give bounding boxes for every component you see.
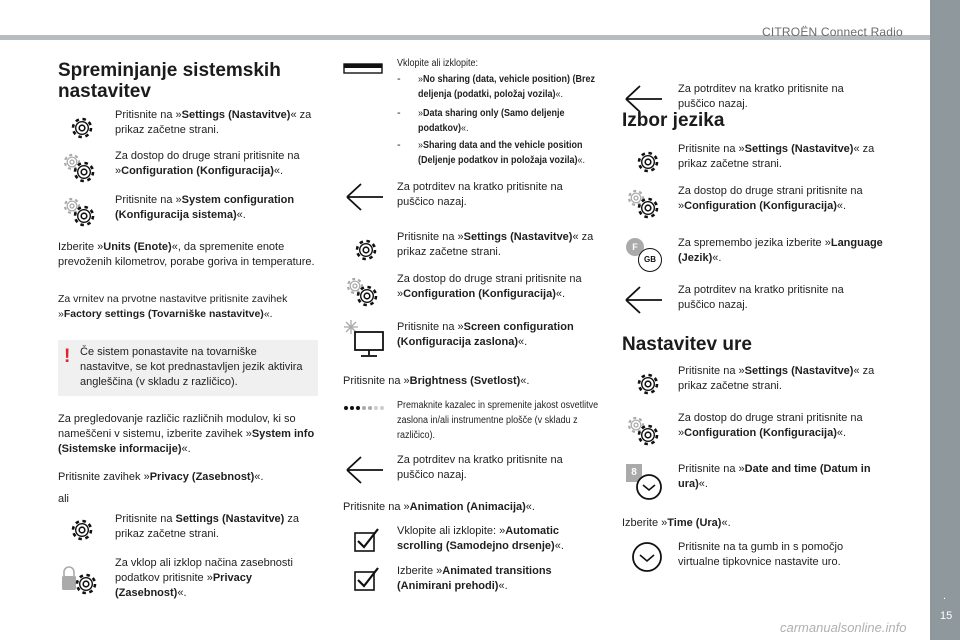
settings-gear-icon [62,514,102,546]
option-dash: - [397,107,401,119]
clock-icon [634,472,664,502]
warning-icon: ! [64,346,71,367]
system-info-paragraph: Za pregledovanje različic različnih modulov, ki so nameščeni v sistemu, izberite zavihek »System info (Sistemske informacije)«. [58,413,315,455]
configuration-gears-icon [341,274,385,310]
settings-gear-icon [628,146,668,178]
brightness-slider-text: Premaknite kazalec in spremenite jakost osvetlitve zaslona in/ali instrumentne plošče (v skladu z različico). [397,400,599,441]
step-time-keyboard: Pritisnite na ta gumb in s pomočjo virtualne tipkovnice nastavite uro. [678,541,844,568]
settings-gear-icon [62,112,102,144]
option-dash: - [397,73,401,85]
date-time-icon [624,462,668,502]
step-settings: Pritisnite na »Settings (Nastavitve)« za prikaz začetne strani. [115,109,312,136]
section-title-language: Izbor jezika [622,110,725,131]
automatic-scrolling-option: Vklopite ali izklopite: »Automatic scrolling (Samodejno drsenje)«. [397,525,564,552]
back-confirm-text: Za potrditev na kratko pritisnite na puščico nazaj. [397,454,563,481]
step-settings: Pritisnite na »Settings (Nastavitve)« za prikaz začetne strani. [678,143,875,170]
animation-paragraph: Pritisnite na »Animation (Animacija)«. [343,501,535,513]
step-settings: Pritisnite na »Settings (Nastavitve)« za prikaz začetne strani. [678,365,875,392]
section-title-system-settings: Spreminjanje sistemskih nastavitev [58,60,281,102]
watermark: carmanualsonline.info [780,620,907,635]
warning-note-text: Če sistem ponastavite na tovarniške nastavitve, se kot prednastavljen jezik aktivira angleščina (v skladu z različico). [80,346,303,388]
units-paragraph: Izberite »Units (Enote)«, da spremenite enote prevoženih kilometrov, porabe goriva in temperature. [58,241,315,268]
side-bar [930,0,960,640]
privacy-paragraph: Pritisnite zavihek »Privacy (Zasebnost)«. [58,471,264,483]
page-dot: . [943,590,947,602]
back-confirm-text: Za potrditev na kratko pritisnite na puščico nazaj. [678,284,844,311]
step-language: Za spremembo jezika izberite »Language (Jezik)«. [678,237,883,264]
step-configuration: Za dostop do druge strani pritisnite na »Configuration (Konfiguracija)«. [678,412,863,439]
step-settings-privacy: Pritisnite na Settings (Nastavitve) za prikaz začetne strani. [115,513,300,540]
back-arrow-icon [622,285,666,315]
language-f-badge: F [626,238,644,256]
page-number: 15 [940,610,953,622]
back-arrow-icon [343,455,387,485]
step-screen-configuration: Pritisnite na »Screen configuration (Konfiguracija zaslona)«. [397,321,574,348]
option-no-sharing: »No sharing (data, vehicle position) (Brez deljenja (podatki, položaj vozila)«. [418,74,596,100]
step-configuration: Za dostop do druge strani pritisnite na »Configuration (Konfiguracija)«. [397,273,582,300]
animated-transitions-option: Izberite »Animated transitions (Animirani prehodi)«. [397,565,552,592]
language-flags-icon [624,236,668,272]
step-system-configuration: Pritisnite na »System configuration (Konfiguracija sistema)«. [115,194,295,221]
back-arrow-icon [343,182,387,212]
step-configuration: Za dostop do druge strani pritisnite na »Configuration (Konfiguracija)«. [678,185,863,212]
back-confirm-text: Za potrditev na kratko pritisnite na puščico nazaj. [397,181,563,208]
back-confirm-text: Za potrditev na kratko pritisnite na puščico nazaj. [678,83,844,110]
calendar-icon: 8 [626,464,642,482]
brightness-slider-icon [341,403,387,413]
language-gb-badge: GB [638,248,662,272]
settings-gear-icon [346,234,386,266]
time-button-icon [630,540,664,574]
configuration-gears-icon [622,186,666,222]
privacy-lock-icon [58,560,102,600]
configuration-gears-icon [58,194,102,230]
configuration-gears-icon [58,150,102,186]
factory-settings-paragraph: Za vrnitev na prvotne nastavitve pritisnite zavihek »Factory settings (Tovarniške nastavitve)«. [58,293,288,320]
toggle-intro: Vklopite ali izklopite: [397,58,479,69]
time-paragraph: Izberite »Time (Ura)«. [622,517,731,529]
or-text: ali [58,493,70,505]
option-sharing-position: »Sharing data and the vehicle position (Deljenje podatkov in položaja vozila)«. [418,140,586,166]
checkbox-icon [352,527,382,555]
option-data-sharing: »Data sharing only (Samo deljenje podatkov)«. [418,108,565,134]
brightness-paragraph: Pritisnite na »Brightness (Svetlost)«. [343,375,530,387]
settings-gear-icon [628,368,668,400]
step-configuration: Za dostop do druge strani pritisnite na »Configuration (Konfiguracija)«. [115,150,300,177]
step-settings: Pritisnite na »Settings (Nastavitve)« za prikaz začetne strani. [397,231,594,258]
configuration-gears-icon [622,413,666,449]
section-title-time: Nastavitev ure [622,334,752,355]
step-privacy-mode: Za vklop ali izklop načina zasebnosti podatkov pritisnite »Privacy (Zasebnost)«. [115,557,293,599]
checkbox-icon [352,566,382,594]
option-dash: - [397,139,401,151]
toggle-switch-icon [343,62,383,76]
screen-brightness-icon [341,318,387,358]
step-date-time: Pritisnite na »Date and time (Datum in ura)«. [678,463,871,490]
page-header: CITROËN Connect Radio [762,25,903,39]
